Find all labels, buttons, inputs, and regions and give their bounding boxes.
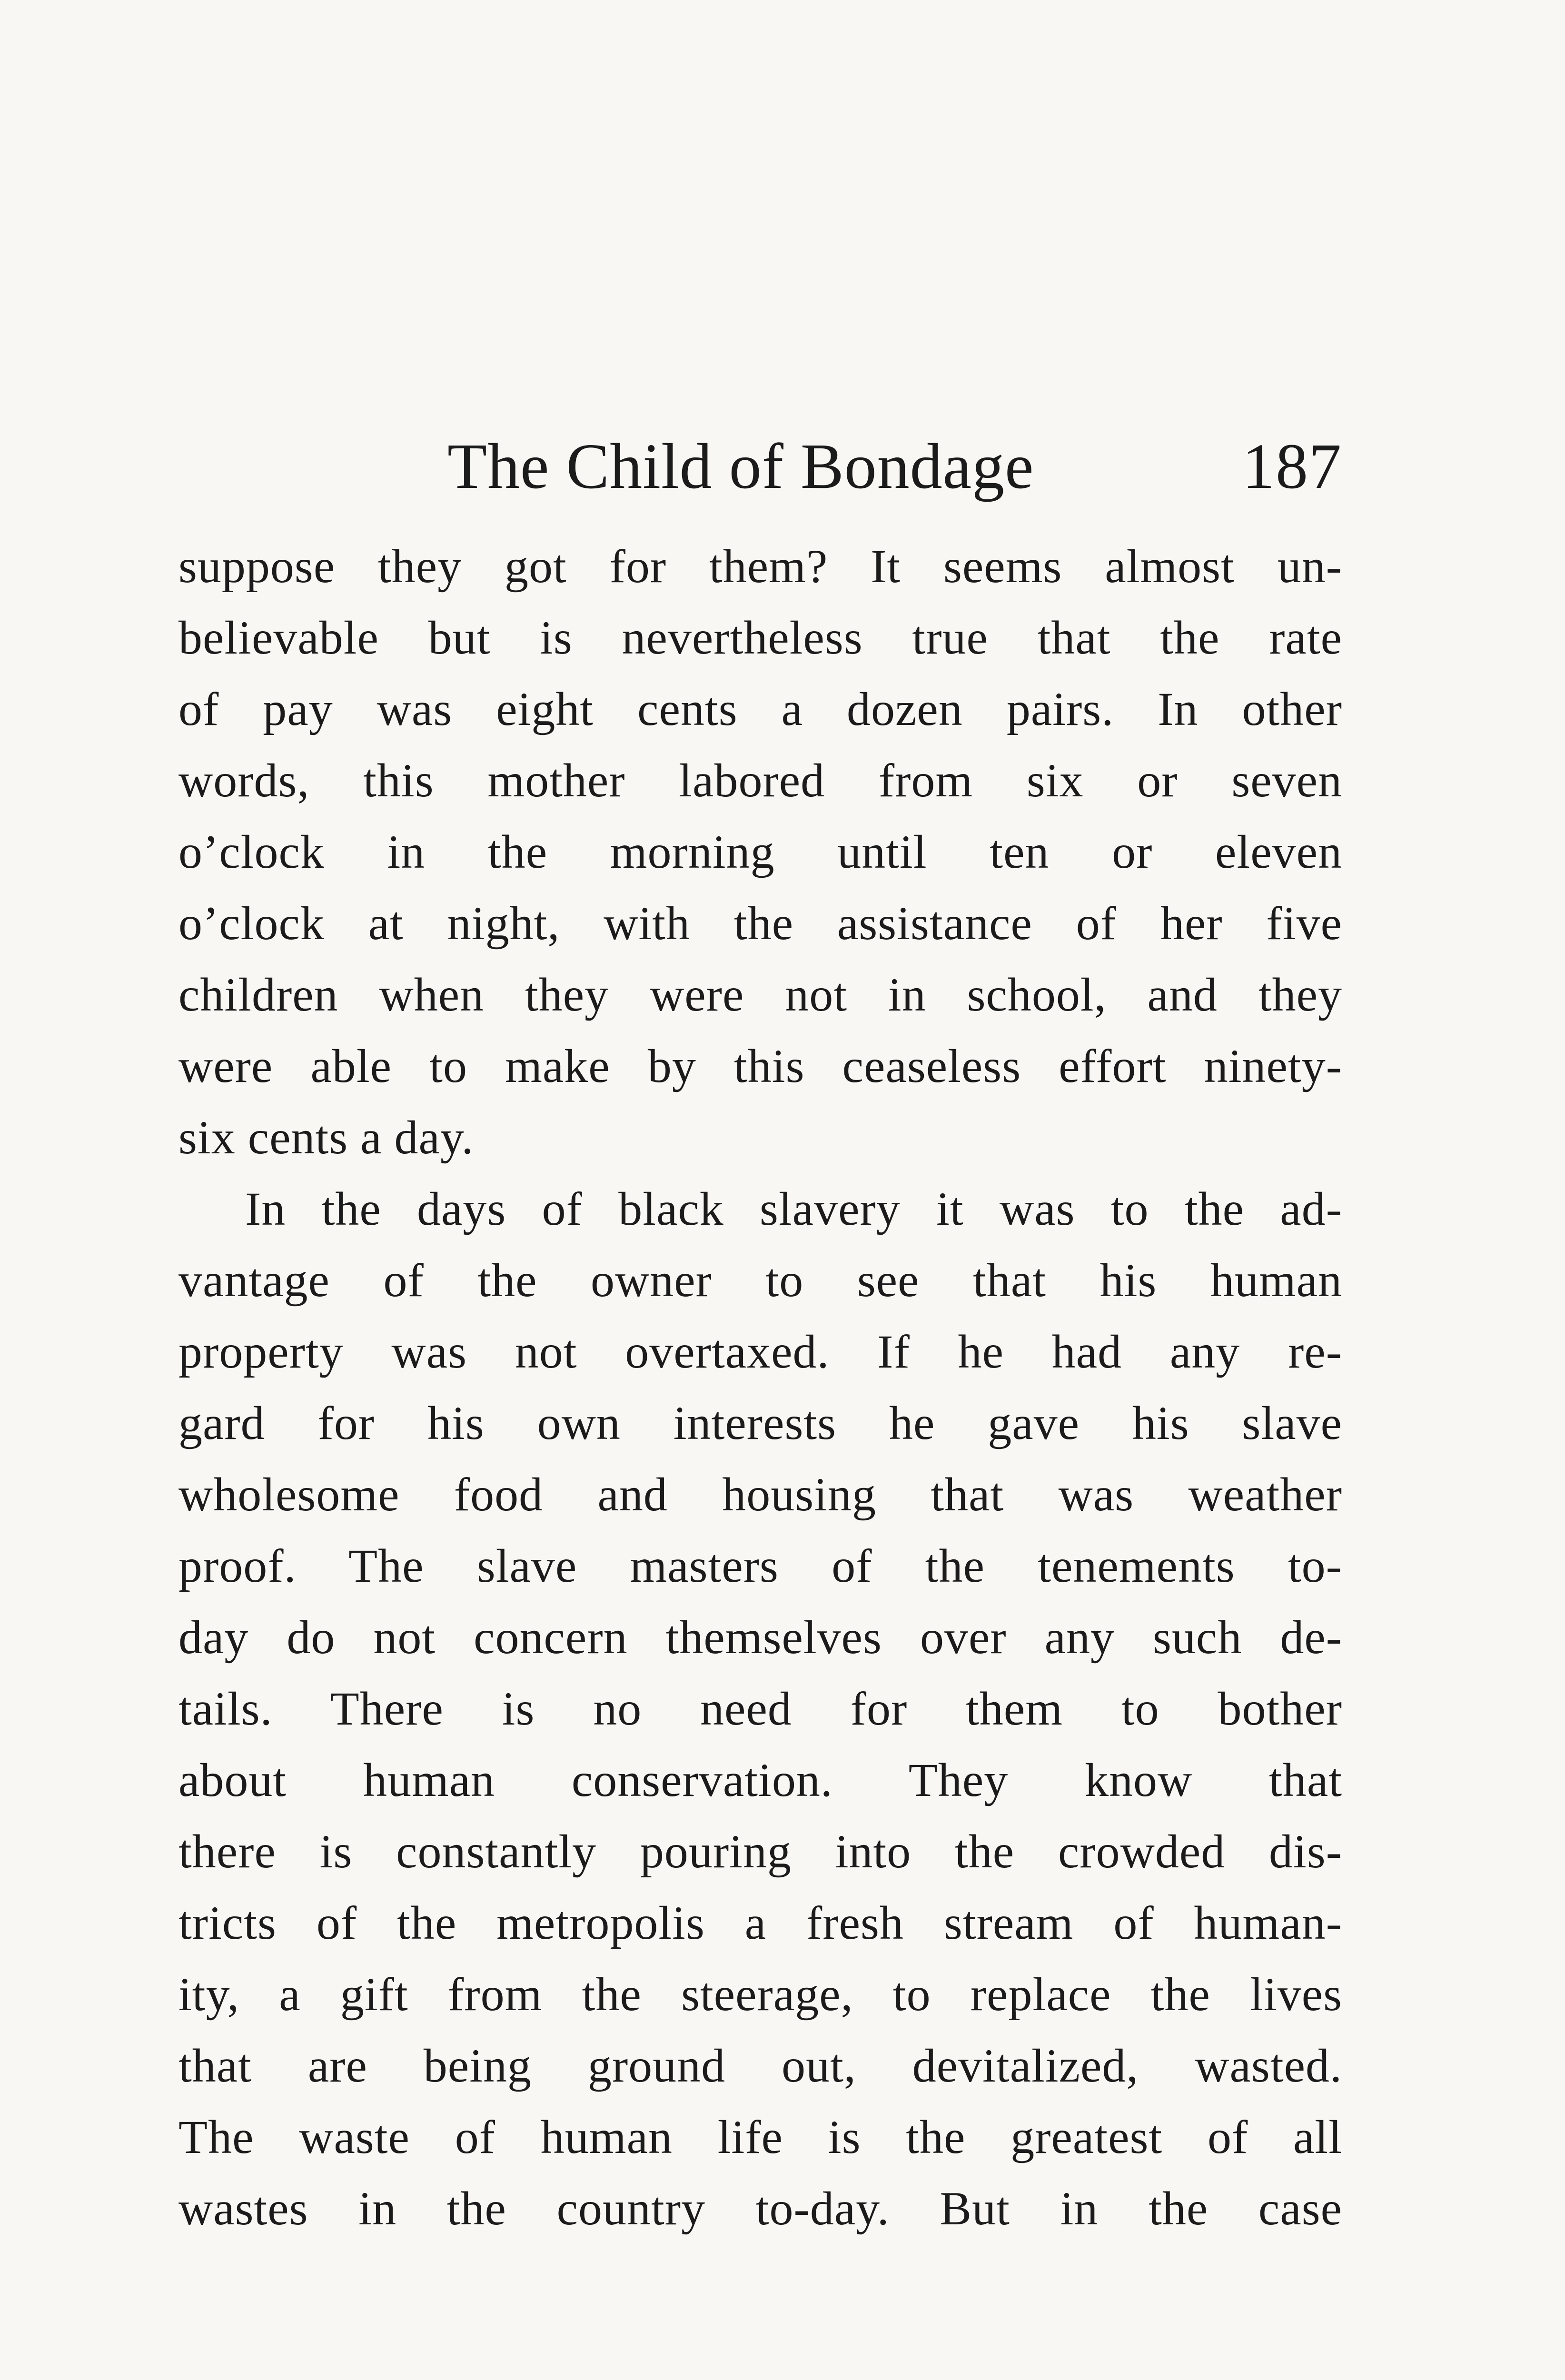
paragraph-first-line: In the days of black slavery it was to the ad- bbox=[245, 1182, 1342, 1235]
page-number: 187 bbox=[1242, 431, 1342, 502]
running-title: The Child of Bondage bbox=[447, 431, 1034, 502]
text-line: The waste of human life is the greatest of all bbox=[178, 2111, 1342, 2163]
text-line: day do not concern themselves over any such de- bbox=[178, 1611, 1342, 1664]
text-line: tricts of the metropolis a fresh stream of human- bbox=[178, 1896, 1342, 1949]
text-line: ity, a gift from the steerage, to replace the lives bbox=[178, 1968, 1342, 2021]
text-line: vantage of the owner to see that his human bbox=[178, 1254, 1342, 1307]
text-line: suppose they got for them? It seems almost un- bbox=[178, 540, 1342, 593]
text-line: o’clock in the morning until ten or eleven bbox=[178, 825, 1342, 878]
text-line: property was not overtaxed. If he had any re- bbox=[178, 1325, 1342, 1378]
text-line: wholesome food and housing that was weather bbox=[178, 1468, 1342, 1521]
text-line: gard for his own interests he gave his slave bbox=[178, 1397, 1342, 1449]
text-line: o’clock at night, with the assistance of her five bbox=[178, 897, 1342, 950]
text-line: children when they were not in school, and they bbox=[178, 968, 1342, 1021]
text-line: proof. The slave masters of the tenements to- bbox=[178, 1539, 1342, 1592]
text-line: of pay was eight cents a dozen pairs. In other bbox=[178, 683, 1342, 735]
running-header bbox=[447, 419, 1342, 514]
text-line: there is constantly pouring into the crowded dis- bbox=[178, 1825, 1342, 1878]
text-line: were able to make by this ceaseless effort ninety- bbox=[178, 1040, 1342, 1092]
text-line: that are being ground out, devitalized, wasted. bbox=[178, 2039, 1342, 2092]
body-text bbox=[178, 531, 1342, 2244]
text-line: six cents a day. bbox=[178, 1111, 474, 1164]
text-line: tails. There is no need for them to bother bbox=[178, 1682, 1342, 1735]
text-line: words, this mother labored from six or seven bbox=[178, 754, 1342, 807]
text-line: about human conservation. They know that bbox=[178, 1754, 1342, 1806]
text-line: believable but is nevertheless true that the rate bbox=[178, 611, 1342, 664]
text-line: wastes in the country to-day. But in the case bbox=[178, 2182, 1342, 2235]
